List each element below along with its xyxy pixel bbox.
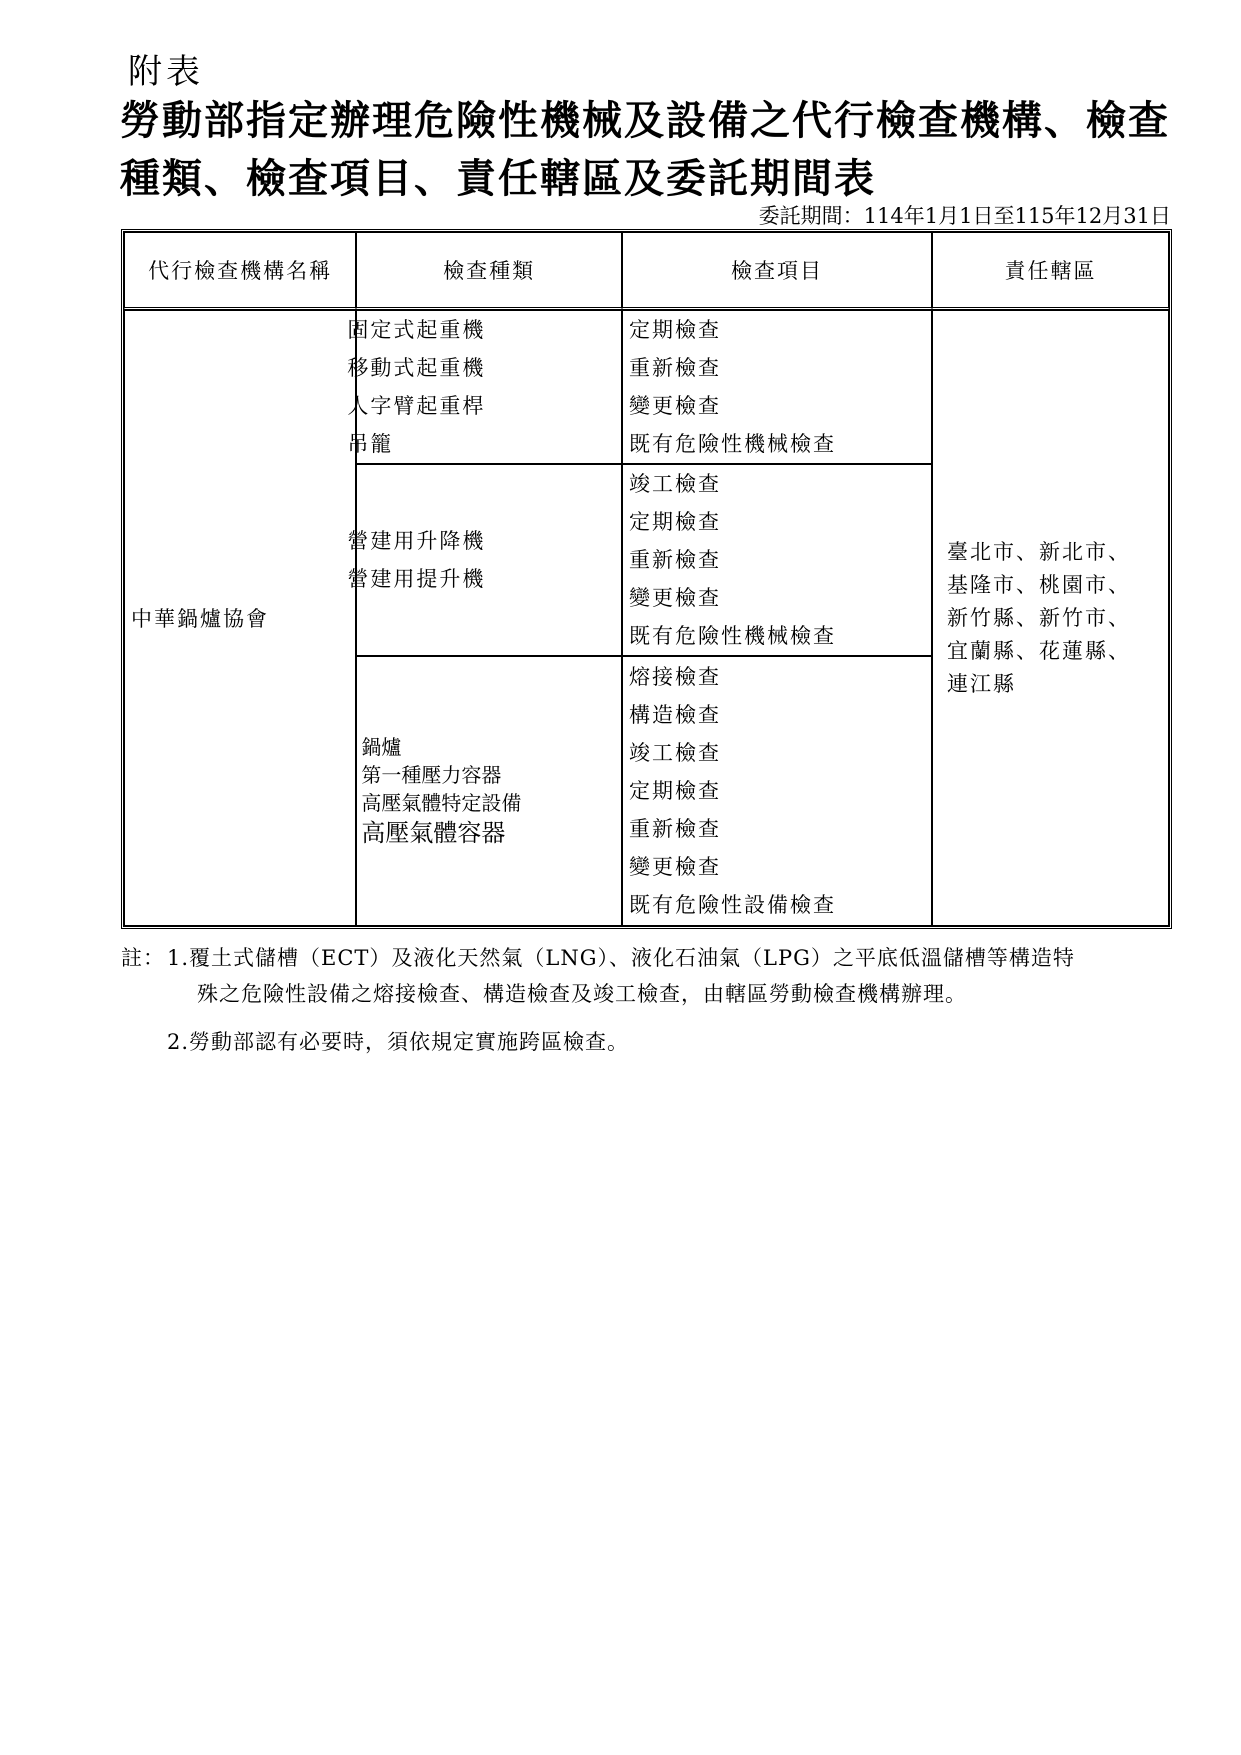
item-cell: 重新檢查 (628, 817, 721, 841)
note-1-number: 1. (167, 946, 190, 970)
type-cell: 營建用提升機 (347, 567, 486, 591)
type-cell: 固定式起重機 (347, 318, 486, 342)
item-group-3 (622, 656, 932, 926)
table-header-row (124, 232, 1169, 310)
item-cell: 定期檢查 (628, 779, 721, 803)
header-type: 檢查種類 (356, 232, 622, 310)
item-cell: 變更檢查 (628, 586, 721, 610)
notes-label: 註： (121, 946, 165, 970)
type-cell: 營建用升降機 (347, 529, 486, 553)
type-group-3 (356, 656, 622, 926)
notes-section (121, 940, 1191, 1060)
item-cell: 竣工檢查 (628, 472, 721, 496)
commission-period: 委託期間：114年1月1日至115年12月31日 (758, 204, 1171, 228)
note-1 (121, 940, 1191, 976)
type-cell: 吊籠 (347, 432, 394, 456)
inspection-table (121, 229, 1172, 929)
item-cell: 既有危險性機械檢查 (628, 624, 836, 648)
item-cell: 竣工檢查 (628, 741, 721, 765)
header-area: 責任轄區 (932, 232, 1169, 310)
attachment-label: 附表 (128, 52, 204, 92)
item-group-1 (622, 310, 932, 464)
item-cell: 變更檢查 (628, 855, 721, 879)
item-group-2 (622, 464, 932, 656)
type-cell: 高壓氣體特定設備 (361, 791, 522, 815)
table-row (124, 310, 1169, 464)
type-group-2 (347, 464, 622, 656)
type-cell: 第一種壓力容器 (361, 763, 502, 787)
agency-name: 中華鍋爐協會 (124, 310, 356, 926)
area-text: 臺北市、新北市、基隆市、桃園市、新竹縣、新竹市、宜蘭縣、花蓮縣、連江縣 (947, 539, 1132, 696)
item-cell: 定期檢查 (628, 510, 721, 534)
header-item: 檢查項目 (622, 232, 932, 310)
type-cell: 鍋爐 (361, 735, 402, 759)
item-cell: 重新檢查 (628, 548, 721, 572)
item-cell: 定期檢查 (628, 318, 721, 342)
type-group-1 (347, 310, 622, 464)
note-1-line-1: 覆土式儲槽（ECT）及液化天然氣（LNG）、液化石油氣（LPG）之平底低溫儲槽等構造特 (189, 946, 1075, 970)
item-cell: 既有危險性設備檢查 (628, 893, 836, 917)
jurisdiction-area (932, 310, 1169, 926)
item-cell: 構造檢查 (628, 703, 721, 727)
note-2: 2.勞動部認有必要時，須依規定實施跨區檢查。 (167, 1030, 630, 1054)
type-cell: 人字臂起重桿 (347, 394, 486, 418)
type-cell: 高壓氣體容器 (361, 819, 506, 847)
item-cell: 變更檢查 (628, 394, 721, 418)
item-cell: 重新檢查 (628, 356, 721, 380)
note-1-line-2: 殊之危險性設備之熔接檢查、構造檢查及竣工檢查，由轄區勞動檢查機構辦理。 (197, 982, 967, 1006)
item-cell: 熔接檢查 (628, 665, 721, 689)
header-agency: 代行檢查機構名稱 (124, 232, 356, 310)
document-title: 勞動部指定辦理危險性機械及設備之代行檢查機構、檢查種類、檢查項目、責任轄區及委託期間表 (120, 97, 1170, 202)
item-cell: 既有危險性機械檢查 (628, 432, 836, 456)
type-cell: 移動式起重機 (347, 356, 486, 380)
